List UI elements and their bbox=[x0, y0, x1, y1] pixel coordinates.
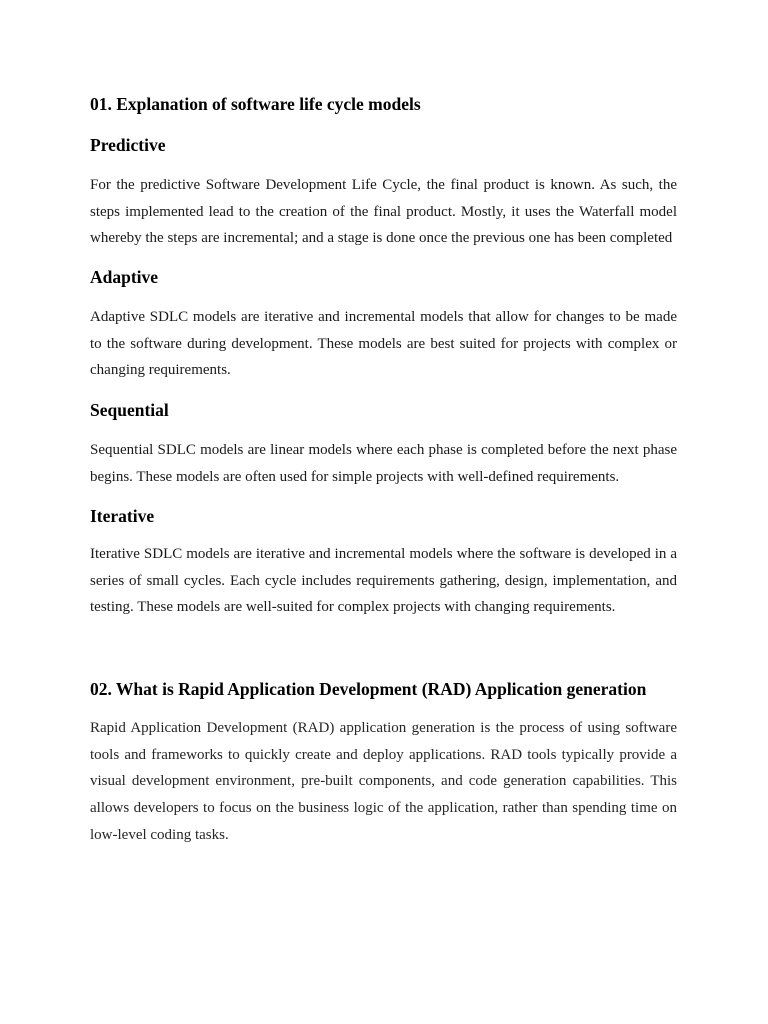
adaptive-heading: Adaptive bbox=[90, 267, 159, 287]
iterative-paragraph: Iterative SDLC models are iterative and incremental models where the software is developed in a series of small cycles. Each cycle includes requirements gathering, design, implementation, and testing. These models are well-suited for complex projects with changing requirements. bbox=[90, 546, 677, 616]
section-2-heading: 02. What is Rapid Application Development (RAD) Application generation bbox=[90, 679, 647, 699]
iterative-heading: Iterative bbox=[90, 506, 155, 526]
adaptive-paragraph: Adaptive SDLC models are iterative and incremental models that allow for changes to be made to the software during development. These models are best suited for projects with complex or changing requirements. bbox=[90, 309, 677, 379]
predictive-paragraph: For the predictive Software Development Life Cycle, the final product is known. As such, the steps implemented lead to the creation of the final product. Mostly, it uses the Waterfall model whereby the steps are incremental; and a stage is done once the previous one has been completed bbox=[90, 177, 677, 247]
predictive-heading: Predictive bbox=[90, 135, 166, 155]
sequential-paragraph: Sequential SDLC models are linear models where each phase is completed before the next phase begins. These models are often used for simple projects with well-defined requirements. bbox=[90, 442, 677, 485]
section-1-heading: 01. Explanation of software life cycle models bbox=[90, 94, 421, 114]
rad-paragraph: Rapid Application Development (RAD) application generation is the process of using software tools and frameworks to quickly create and deploy applications. RAD tools typically provide a visual development environment, pre-built components, and code generation capabilities. This allows developers to focus on the business logic of the application, rather than spending time on low-level coding tasks. bbox=[90, 720, 677, 843]
sequential-heading: Sequential bbox=[90, 400, 169, 420]
